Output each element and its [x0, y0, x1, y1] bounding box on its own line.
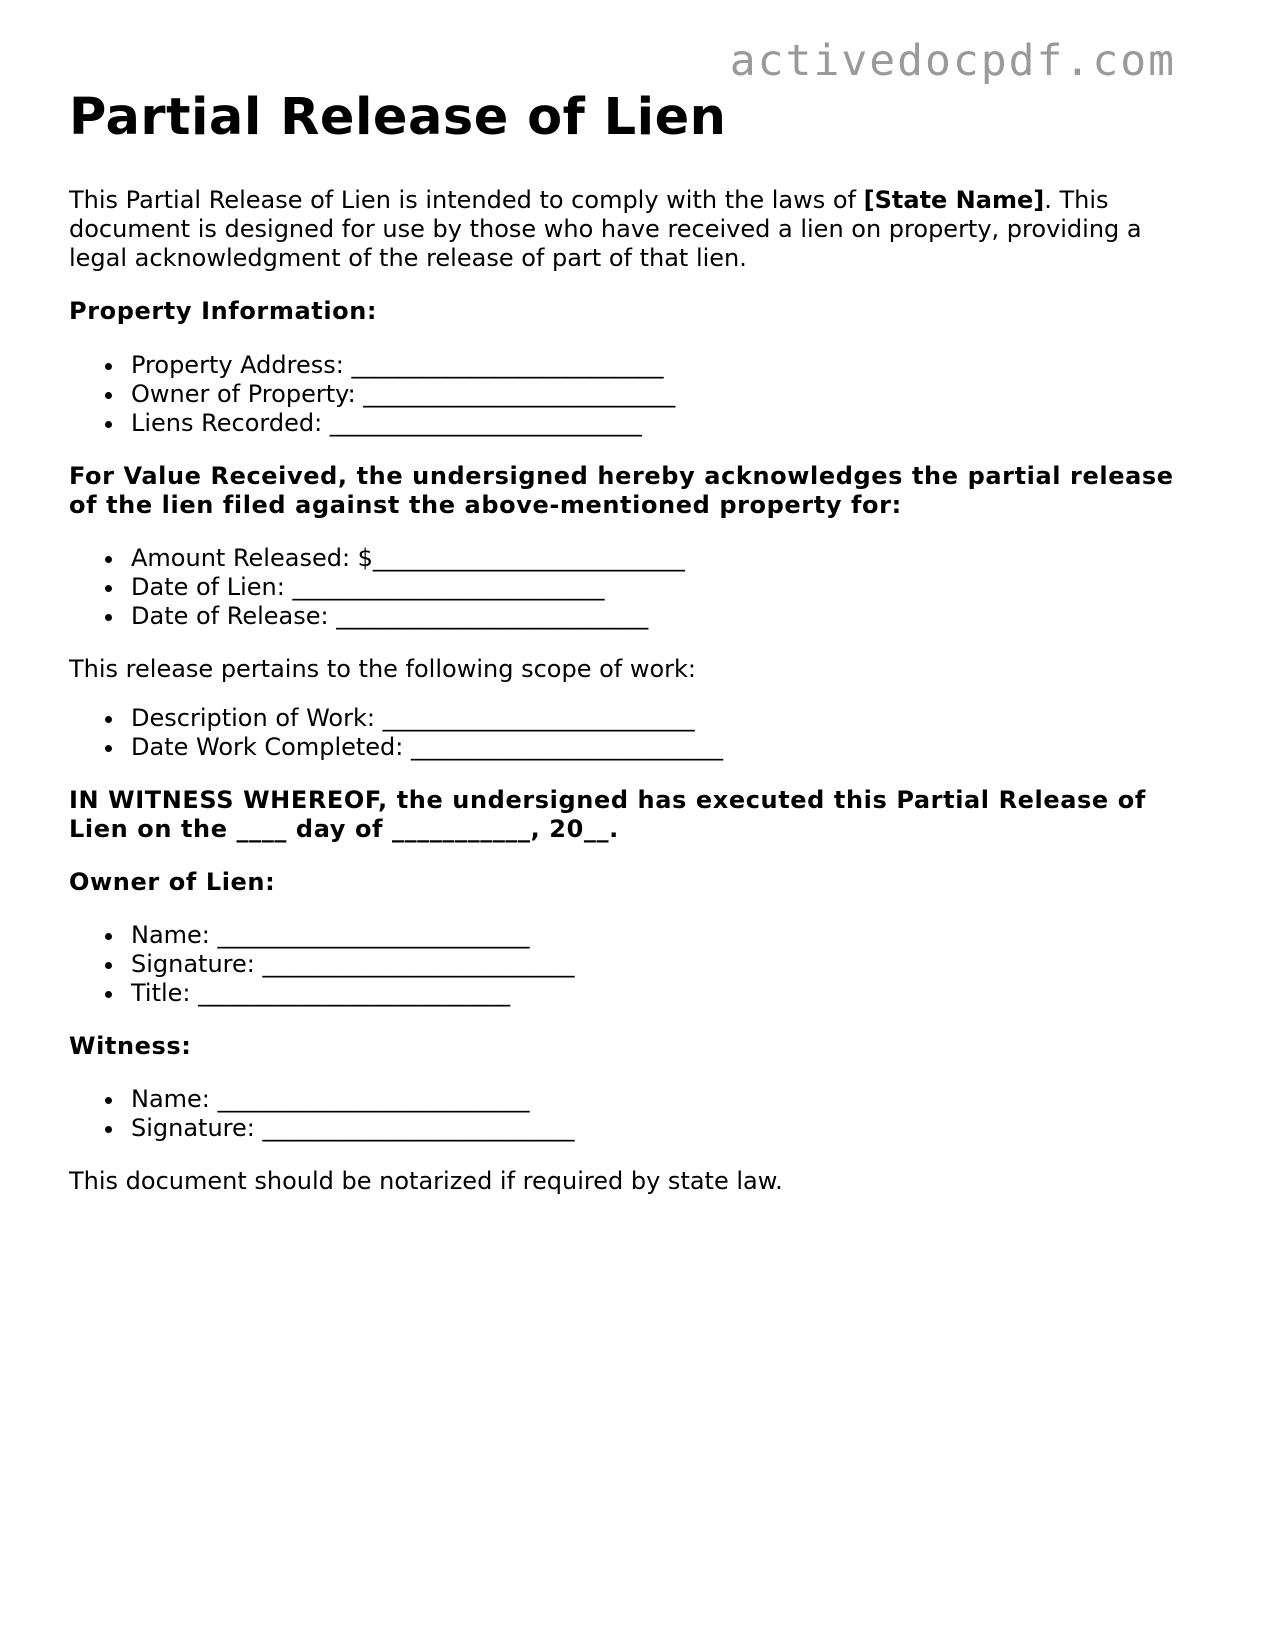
- amount-released-field: Amount Released: $__________________________: [131, 544, 1189, 573]
- owner-of-lien-heading: Owner of Lien:: [69, 868, 276, 896]
- notarization-note: This document should be notarized if required by state law.: [69, 1167, 783, 1195]
- watermark-text: activedocpdf.com: [729, 36, 1176, 86]
- scope-of-work-list: [69, 704, 1189, 762]
- property-info-list: [69, 351, 1189, 438]
- owner-title-field: Title: __________________________: [131, 979, 1189, 1008]
- witness-whereof-clause: IN WITNESS WHEREOF, the undersigned has executed this Partial Release of Lien on the ____ day of ___________, 20__.: [69, 786, 1146, 843]
- date-of-lien-field: Date of Lien: __________________________: [131, 573, 1189, 602]
- document-page: [69, 88, 1189, 1196]
- liens-recorded-field: Liens Recorded: __________________________: [131, 409, 1189, 438]
- intro-text-before: This Partial Release of Lien is intended to comply with the laws of: [69, 186, 864, 214]
- owner-of-lien-list: [69, 921, 1189, 1008]
- owner-signature-field: Signature: __________________________: [131, 950, 1189, 979]
- witness-signature-field: Signature: __________________________: [131, 1114, 1189, 1143]
- intro-paragraph: [69, 186, 1189, 273]
- date-work-completed-field: Date Work Completed: __________________________: [131, 733, 1189, 762]
- witness-name-field: Name: __________________________: [131, 1085, 1189, 1114]
- witness-list: [69, 1085, 1189, 1143]
- document-title: Partial Release of Lien: [69, 88, 727, 147]
- value-received-heading: For Value Received, the undersigned hereby acknowledges the partial release of the lien filed against the above-mentioned property for:: [69, 462, 1174, 519]
- witness-heading: Witness:: [69, 1032, 192, 1060]
- property-owner-field: Owner of Property: __________________________: [131, 380, 1189, 409]
- owner-name-field: Name: __________________________: [131, 921, 1189, 950]
- date-of-release-field: Date of Release: __________________________: [131, 602, 1189, 631]
- intro-text-after: . This document is designed for use by those who have received a lien on property, providing a legal acknowledgment of the release of part of that lien.: [69, 186, 1142, 272]
- state-name-placeholder: [State Name]: [863, 186, 1045, 214]
- property-address-field: Property Address: __________________________: [131, 351, 1189, 380]
- scope-of-work-intro: This release pertains to the following scope of work:: [69, 655, 697, 683]
- property-info-heading: Property Information:: [69, 297, 378, 325]
- release-details-list: [69, 544, 1189, 631]
- description-of-work-field: Description of Work: __________________________: [131, 704, 1189, 733]
